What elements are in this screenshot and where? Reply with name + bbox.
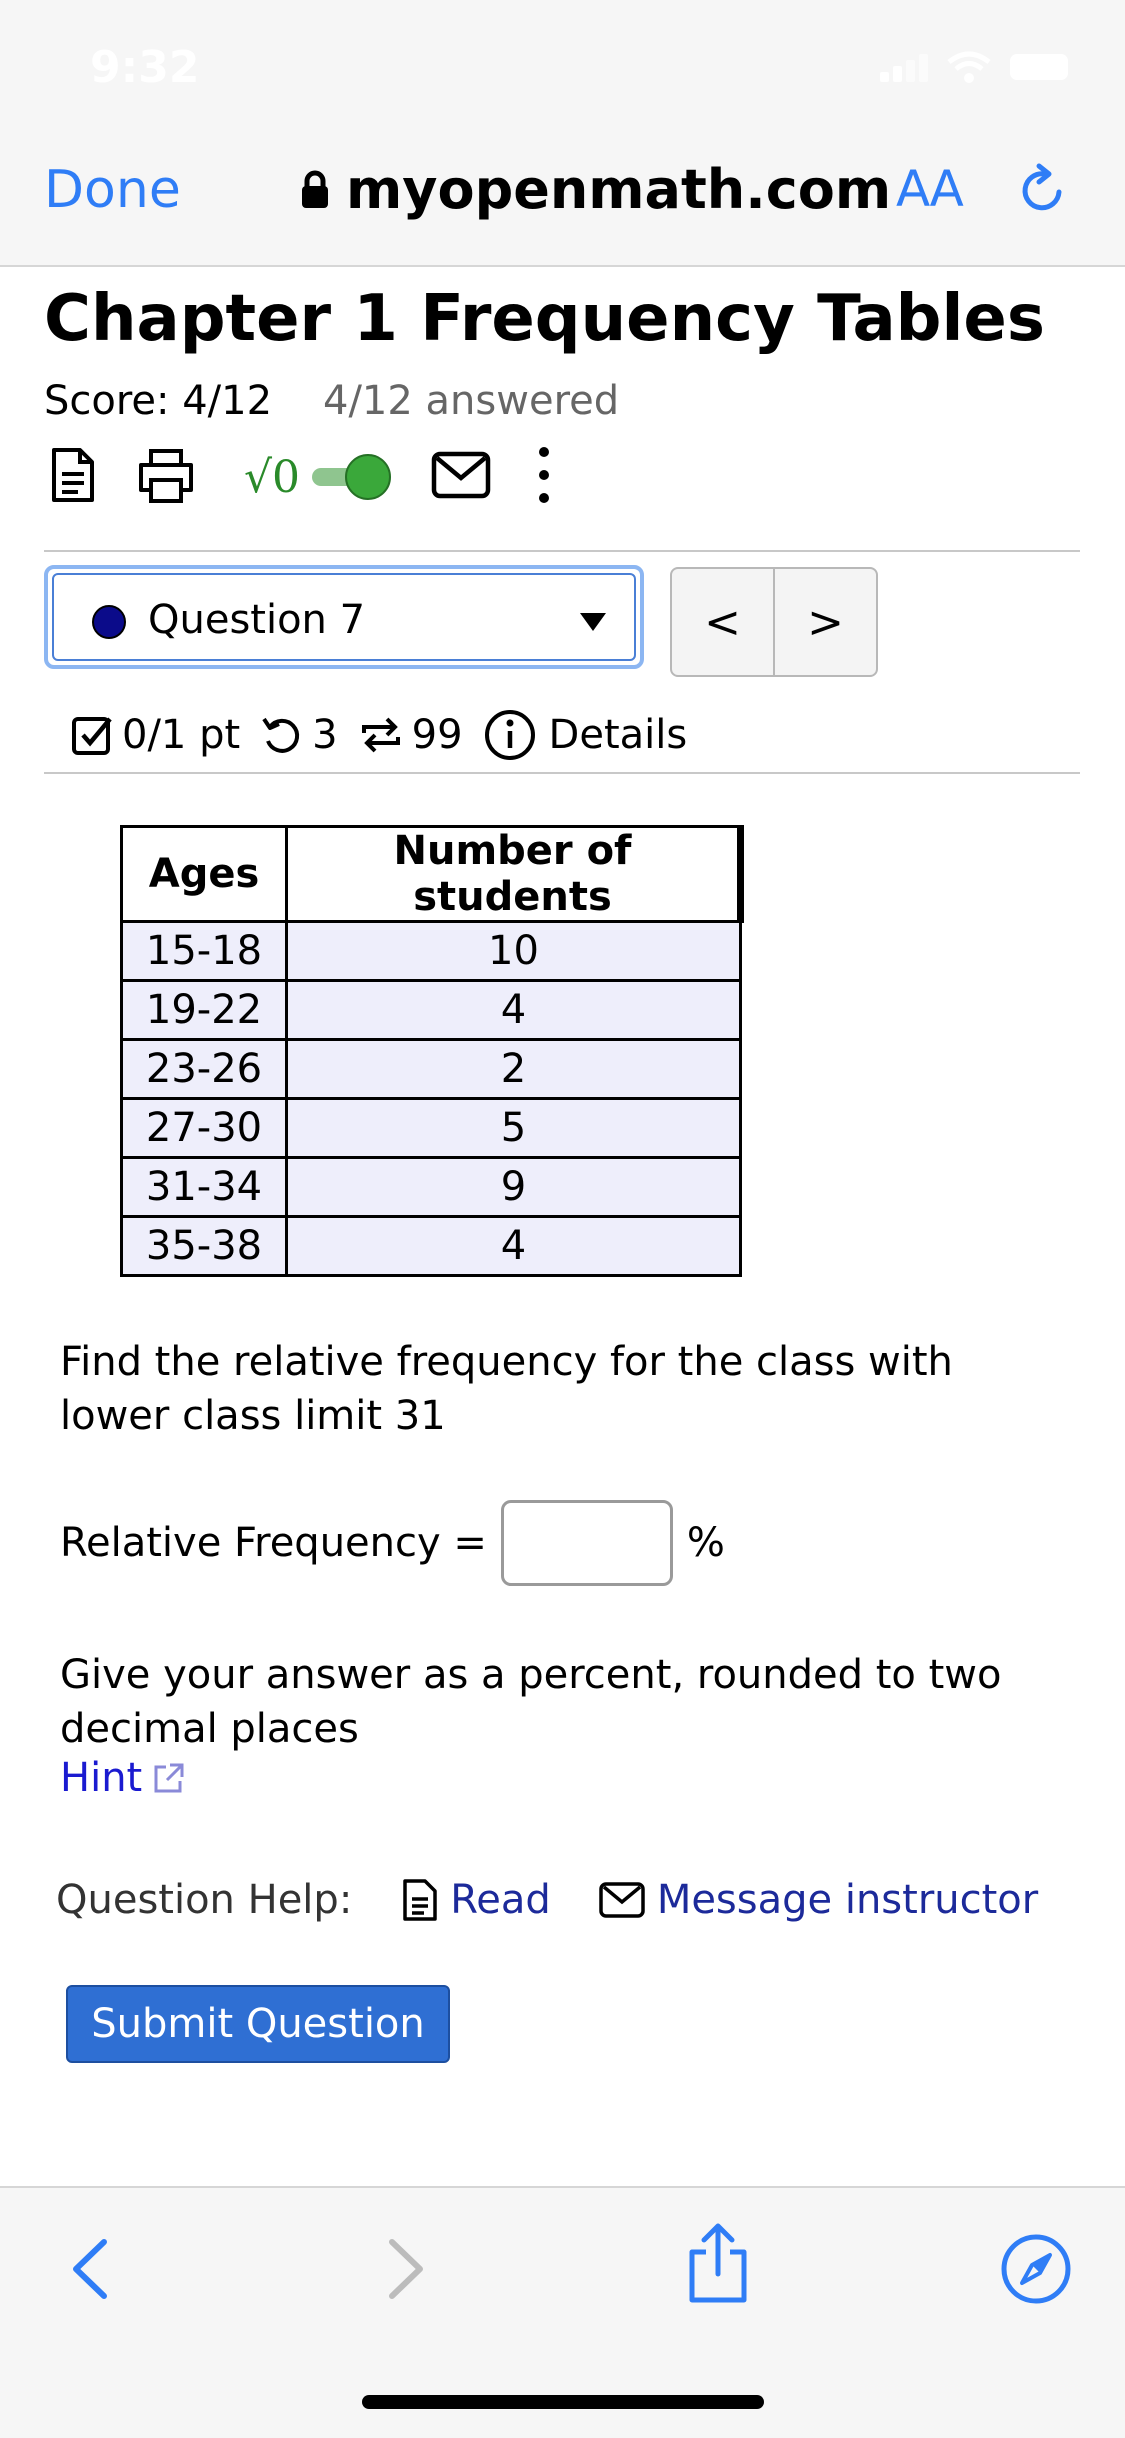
forward-icon[interactable] — [384, 2236, 428, 2302]
table-row — [122, 1040, 741, 1099]
table-row — [122, 1099, 741, 1158]
table-cell: 35-38 — [122, 1217, 287, 1276]
message-instructor-link[interactable] — [599, 1877, 1038, 1923]
print-icon[interactable] — [136, 448, 196, 504]
next-question-button[interactable]: > — [807, 596, 844, 648]
battery-icon — [1010, 54, 1068, 80]
divider — [44, 550, 1080, 552]
read-link[interactable] — [402, 1877, 551, 1923]
mail-icon — [599, 1881, 645, 1919]
checkbox-icon — [70, 713, 114, 757]
table-row — [122, 922, 741, 981]
submit-question-button[interactable]: Submit Question — [66, 1985, 450, 2063]
table-row — [122, 1158, 741, 1217]
table-cell: 27-30 — [122, 1099, 287, 1158]
score-text: Score: 4/12 — [44, 378, 273, 424]
math-entry-toggle[interactable] — [244, 444, 394, 504]
retry-icon — [260, 713, 304, 757]
lock-icon — [300, 170, 330, 210]
table-cell: 9 — [287, 1158, 741, 1217]
points-info — [70, 712, 240, 758]
more-options-icon[interactable] — [534, 444, 554, 506]
answer-row — [60, 1500, 725, 1586]
info-icon — [483, 708, 537, 762]
message-instructor-label: Message instructor — [656, 1877, 1039, 1923]
hint-link[interactable] — [60, 1755, 186, 1801]
details-label: Details — [548, 712, 688, 758]
url-text: myopenmath.com — [346, 158, 892, 221]
regens-info — [358, 712, 463, 758]
points-text: 0/1 pt — [122, 712, 241, 758]
compass-icon[interactable] — [1000, 2233, 1072, 2305]
address-bar[interactable] — [300, 158, 891, 221]
assessment-toolbar — [44, 440, 604, 510]
signal-icon — [880, 52, 930, 82]
table-cell: 31-34 — [122, 1158, 287, 1217]
regenerate-icon — [358, 713, 404, 757]
divider — [44, 772, 1080, 774]
table-row — [122, 981, 741, 1040]
text-size-button[interactable]: AA — [896, 160, 962, 218]
column-header: Number of students — [287, 827, 741, 922]
question-status-dot — [92, 605, 126, 639]
table-cell: 5 — [287, 1099, 741, 1158]
caret-down-icon — [580, 613, 606, 631]
document-icon[interactable] — [50, 446, 96, 504]
hint-label: Hint — [60, 1755, 143, 1801]
read-label: Read — [450, 1877, 551, 1923]
table-cell: 4 — [287, 1217, 741, 1276]
table-cell: 10 — [287, 922, 741, 981]
table-cell: 15-18 — [122, 922, 287, 981]
table-cell: 2 — [287, 1040, 741, 1099]
wifi-icon — [946, 50, 992, 84]
question-help — [56, 1877, 1086, 1923]
browser-header — [0, 0, 1125, 267]
answer-label: Relative Frequency = — [60, 1520, 487, 1566]
question-select[interactable] — [44, 565, 644, 669]
table-cell: 19-22 — [122, 981, 287, 1040]
question-meta — [70, 705, 707, 765]
column-header: Ages — [122, 827, 287, 922]
table-header-row — [122, 827, 741, 922]
question-prompt: Find the relative frequency for the class with lower class limit 31 — [60, 1339, 953, 1439]
question-select-label: Question 7 — [148, 597, 366, 643]
unit-label: % — [686, 1520, 725, 1566]
question-help-label: Question Help: — [56, 1877, 353, 1923]
done-button[interactable]: Done — [44, 160, 181, 220]
answered-count: 4/12 answered — [323, 378, 620, 424]
table-cell: 23-26 — [122, 1040, 287, 1099]
home-indicator — [362, 2395, 764, 2409]
retries-info — [260, 712, 337, 758]
back-icon[interactable] — [68, 2236, 112, 2302]
external-link-icon — [152, 1761, 186, 1795]
page-title: Chapter 1 Frequency Tables — [44, 282, 1045, 356]
relative-frequency-input[interactable] — [501, 1500, 673, 1586]
table-row — [122, 1217, 741, 1276]
svg-text:√0: √0 — [244, 452, 301, 503]
mail-icon[interactable] — [431, 450, 491, 500]
status-time: 9:32 — [90, 42, 200, 93]
details-toggle[interactable] — [483, 708, 688, 762]
retries-count: 3 — [312, 712, 338, 758]
reload-icon[interactable] — [1015, 162, 1071, 218]
frequency-table — [120, 825, 744, 1277]
table-cell: 4 — [287, 981, 741, 1040]
regens-count: 99 — [411, 712, 463, 758]
share-icon[interactable] — [686, 2222, 750, 2304]
document-icon — [402, 1878, 438, 1922]
answer-instructions: Give your answer as a percent, rounded to two decimal places — [60, 1652, 1002, 1752]
question-nav-buttons — [670, 567, 878, 677]
previous-question-button[interactable]: < — [672, 569, 775, 675]
